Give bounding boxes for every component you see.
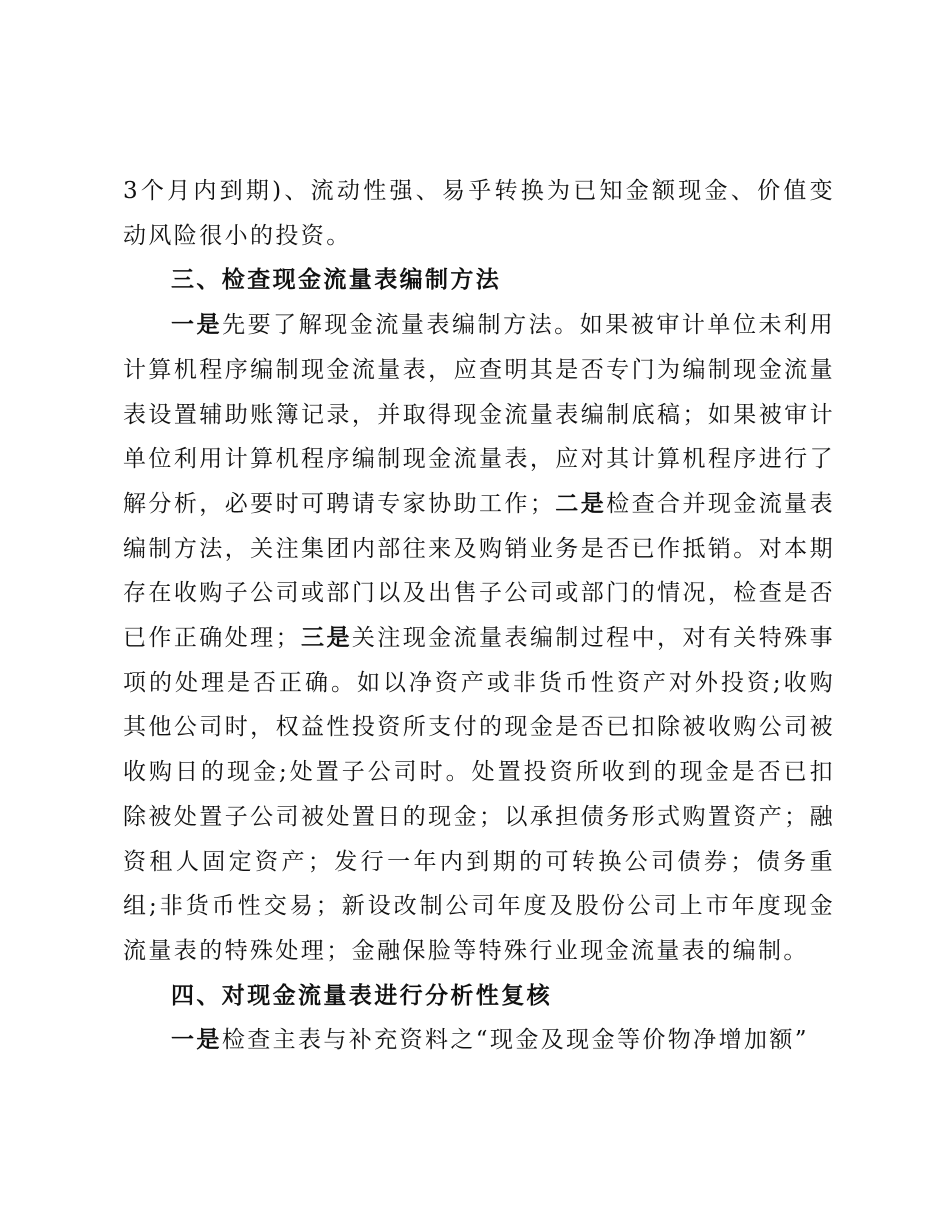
document-body [123, 169, 835, 1063]
lead-first: 一是 [171, 312, 223, 339]
paragraph-text: 3个月内到期)、流动性强、易乎转换为已知金额现金、价值变动风险很小的投资。 [123, 178, 835, 249]
lead-first: 一是 [171, 1027, 222, 1054]
paragraph-compilation-method [123, 303, 835, 974]
paragraph-cash-equivalents-definition [123, 169, 835, 258]
paragraph-text: 检查合并现金流量表编制方法，关注集团内部往来及购销业务是否已作抵销。对本期存在收购子公司或部门以及出售子公司或部门的情况，检查是否已作正确处理； [123, 490, 835, 652]
section-heading-four [123, 974, 835, 1019]
section-heading-three [123, 258, 835, 303]
lead-third: 三是 [300, 625, 352, 652]
heading-text: 三、检查现金流量表编制方法 [171, 267, 502, 294]
paragraph-text: 检查主表与补充资料之“现金及现金等价物净增加额” [221, 1027, 809, 1054]
lead-second: 二是 [555, 490, 607, 517]
paragraph-text: 先要了解现金流量表编制方法。如果被审计单位未利用计算机程序编制现金流量表，应查明其是否专门为编制现金流量表设置辅助账簿记录，并取得现金流量表编制底稿；如果被审计单位利用计算机程序编制现金流量表，应对其计算机程序进行了解分析，必要时可聘请专家协助工作； [123, 312, 835, 517]
paragraph-text: 关注现金流量表编制过程中，对有关特殊事项的处理是否正确。如以净资产或非货币性资产对外投资;收购其他公司时，权益性投资所支付的现金是否已扣除被收购公司被收购日的现金;处置子公司时。处置投资所收到的现金是否已扣除被处置子公司被处置日的现金；以承担债务形式购置资产；融资租人固定资产；发行一年内到期的可转换公司债券；债务重组;非货币性交易；新设改制公司年度及股份公司上市年度现金流量表的特殊处理；金融保脸等特殊行业现金流量表的编制。 [123, 625, 835, 964]
heading-text: 四、对现金流量表进行分析性复核 [171, 982, 552, 1009]
paragraph-analytical-review [123, 1018, 835, 1063]
